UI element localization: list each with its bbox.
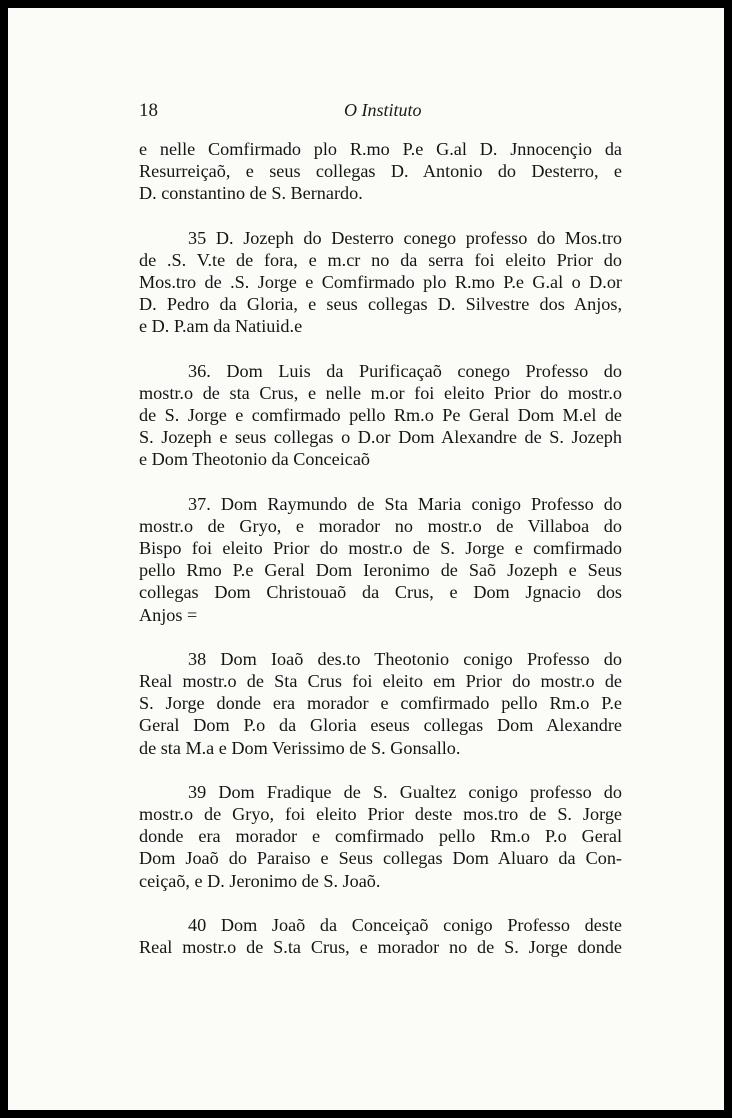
paragraph-item-36: [139, 360, 622, 471]
text-line: S. Jorge donde era morador e comfirmado pello Rm.o P.e: [139, 693, 622, 714]
text-line: de .S. V.te de fora, e m.cr no da serra foi eleito Prior do: [139, 249, 622, 270]
paragraph-item-37: [139, 493, 622, 626]
text-line: 40 Dom Joaõ da Conceiçaõ conigo Professo deste: [188, 914, 622, 935]
text-line: de S. Jorge e comfirmado pello Rm.o Pe Geral Dom M.el de: [139, 405, 622, 426]
text-line: D. constantino de S. Bernardo.: [139, 183, 363, 204]
page-number: 18: [139, 100, 158, 121]
text-line: 38 Dom Ioaõ des.to Theotonio conigo Professo do: [188, 648, 622, 669]
running-title: O Instituto: [344, 100, 422, 120]
text-line: 35 D. Jozeph do Desterro conego professo do Mos.tro: [188, 227, 622, 248]
text-line: mostr.o de Gryo, foi eleito Prior deste mos.tro de S. Jorge: [139, 804, 622, 825]
page-header: [139, 100, 609, 124]
paragraph-item-40: [139, 914, 622, 958]
text-line: donde era morador e comfirmado pello Rm.o P.o Geral: [139, 826, 622, 847]
text-line: 37. Dom Raymundo de Sta Maria conigo Professo do: [188, 493, 622, 514]
text-line: mostr.o de sta Crus, e nelle m.or foi eleito Prior do mostr.o: [139, 382, 622, 403]
text-line: e nelle Comfirmado plo R.mo P.e G.al D. Jnnocençio da: [139, 139, 622, 159]
body-text: [139, 138, 622, 980]
text-line: 36. Dom Luis da Purificaçaõ conego Professo do: [188, 360, 622, 381]
text-line: e D. P.am da Natiuid.e: [139, 316, 303, 337]
paragraph-item-38: [139, 648, 622, 759]
text-line: Geral Dom P.o da Gloria eseus collegas Dom Alexandre: [139, 715, 622, 736]
text-line: Resurreiçaõ, e seus collegas D. Antonio do Desterro, e: [139, 161, 622, 182]
text-line: Real mostr.o de Sta Crus foi eleito em Prior do mostr.o de: [139, 671, 622, 692]
text-line: e Dom Theotonio da Conceicaõ: [139, 449, 370, 470]
text-line: pello Rmo P.e Geral Dom Ieronimo de Saõ Jozeph e Seus: [139, 560, 622, 581]
text-line: ceiçaõ, e D. Jeronimo de S. Joaõ.: [139, 870, 381, 891]
text-line: de sta M.a e Dom Verissimo de S. Gonsallo.: [139, 737, 461, 758]
text-line: mostr.o de Gryo, e morador no mostr.o de Villaboa do: [139, 515, 622, 536]
text-line: collegas Dom Christouaõ da Crus, e Dom Jgnacio dos: [139, 582, 622, 603]
text-line: D. Pedro da Gloria, e seus collegas D. Silvestre dos Anjos,: [139, 294, 622, 315]
text-line: Mos.tro de .S. Jorge e Comfirmado plo R.mo P.e G.al o D.or: [139, 272, 622, 293]
text-line: 39 Dom Fradique de S. Gualtez conigo professo do: [188, 781, 622, 802]
page: [8, 8, 724, 1110]
paragraph-continuation: [139, 138, 622, 205]
paragraph-item-39: [139, 781, 622, 892]
text-line: Bispo foi eleito Prior do mostr.o de S. Jorge e comfirmado: [139, 538, 622, 559]
text-line: Dom Joaõ do Paraiso e Seus collegas Dom Aluaro da Con-: [139, 848, 622, 869]
text-line: S. Jozeph e seus collegas o D.or Dom Alexandre de S. Jozeph: [139, 427, 622, 448]
text-line: Real mostr.o de S.ta Crus, e morador no de S. Jorge donde: [139, 937, 622, 958]
text-line: Anjos =: [139, 604, 198, 625]
paragraph-item-35: [139, 227, 622, 338]
